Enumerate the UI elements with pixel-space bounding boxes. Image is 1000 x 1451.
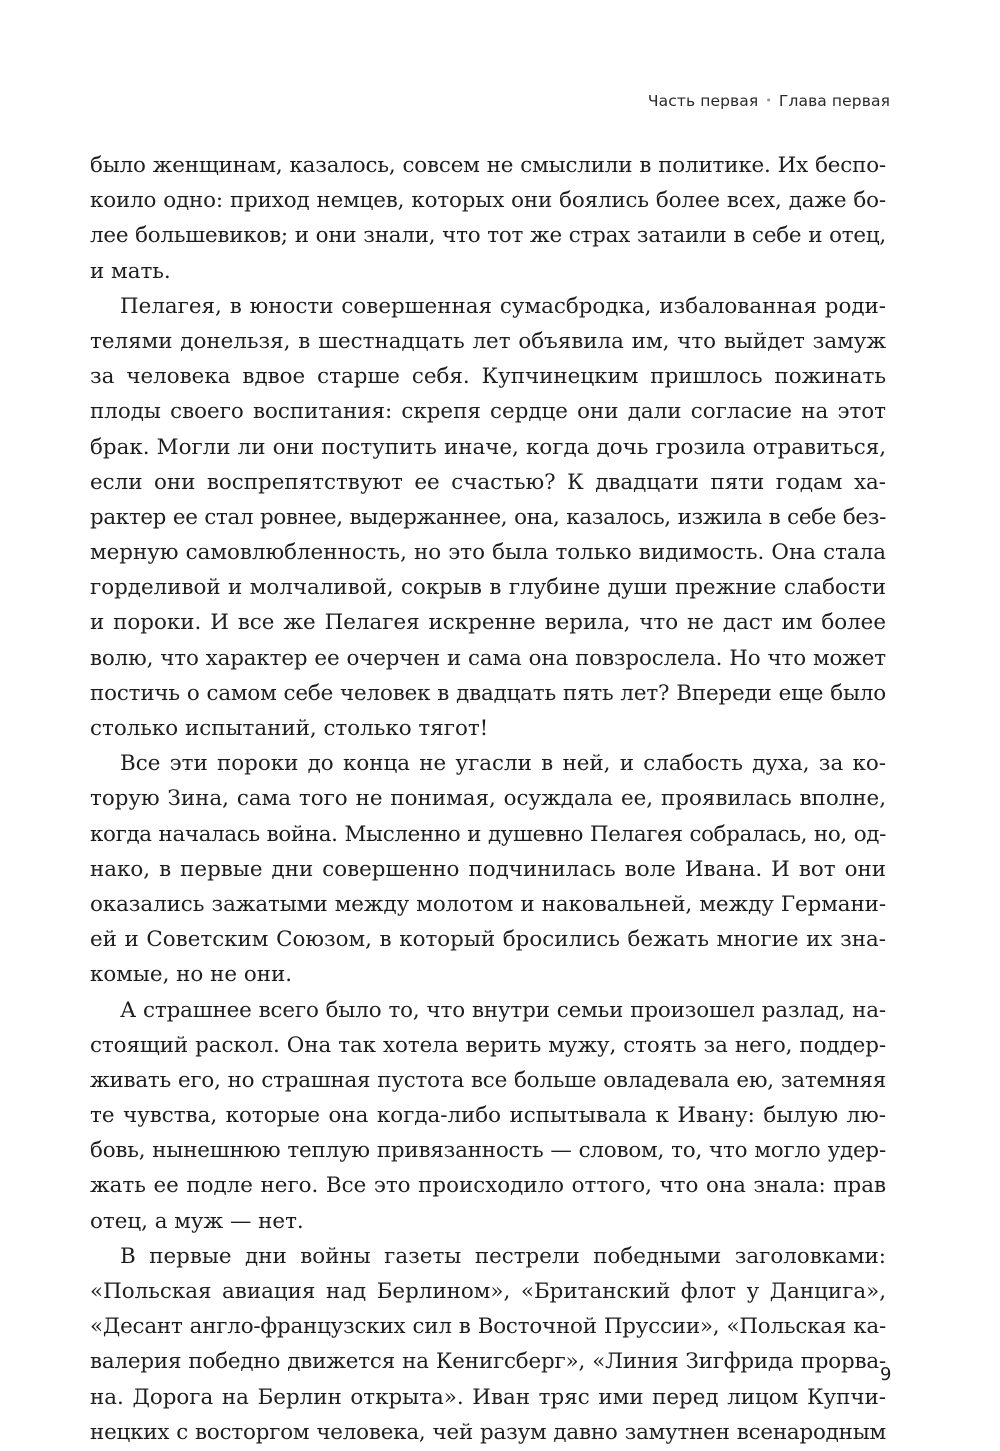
running-head: [648, 92, 890, 110]
text-line: на. Дорога на Берлин открыта». Иван тряс ими перед лицом Купчи-: [90, 1384, 886, 1410]
text-line: Все эти пороки до конца не угасли в ней, и слабость духа, за ко-: [120, 751, 886, 777]
text-line: горделивой и молчаливой, сокрыв в глубине души прежние слабости: [90, 575, 886, 601]
text-line: если они воспрепятствуют ее счастью? К двадцати пяти годам ха-: [90, 469, 886, 495]
text-line: А страшнее всего было то, что внутри семьи произошел разлад, на-: [120, 997, 886, 1023]
text-line: торую Зина, сама того не понимая, осуждала ее, проявилась вполне,: [90, 786, 886, 812]
text-line: рактер ее стал ровнее, выдержаннее, она, казалось, изжила в себе без-: [90, 504, 886, 530]
text-line: и мать.: [90, 258, 171, 284]
text-line: плоды своего воспитания: скрепя сердце они дали согласие на этот: [90, 399, 886, 425]
text-line: нако, в первые дни совершенно подчинилась воле Ивана. И вот они: [90, 856, 886, 882]
text-line: живать его, но страшная пустота все больше овладевала ею, затемняя: [90, 1067, 886, 1093]
text-line: постичь о самом себе человек в двадцать пять лет? Впереди еще было: [90, 680, 886, 706]
text-line: комые, но не они.: [90, 962, 293, 988]
text-line: телями донельзя, в шестнадцать лет объявила им, что выйдет замуж: [90, 328, 886, 354]
running-head-part: Часть первая: [647, 92, 759, 110]
paragraph: [90, 289, 886, 746]
text-line: «Польская авиация над Берлином», «Британский флот у Данцига»,: [90, 1279, 886, 1304]
text-line: за человека вдвое старше себя. Купчинецким пришлось пожинать: [90, 364, 886, 390]
paragraph: [90, 993, 886, 1239]
text-line: и пороки. И все же Пелагея искренне верила, что не даст им более: [90, 610, 886, 636]
text-line: когда началась война. Мысленно и душевно Пелагея собралась, но, од-: [90, 821, 886, 847]
text-line: «Десант англо-французских сил в Восточной Пруссии», «Польская ка-: [90, 1314, 886, 1340]
text-line: ей и Советским Союзом, в который бросились бежать многие их зна-: [90, 927, 886, 953]
text-line: мерную самовлюбленность, но это была только видимость. Она стала: [90, 540, 886, 566]
text-line: жать ее подле него. Все это происходило оттого, что она знала: прав: [90, 1173, 886, 1199]
text-line: оказались зажатыми между молотом и наковальней, между Германи-: [90, 891, 886, 917]
paragraph: [90, 746, 886, 992]
text-line: столько испытаний, столько тягот!: [90, 716, 489, 741]
text-line: коило одно: приход немцев, которых они боялись более всех, даже бо-: [90, 188, 886, 214]
text-line: Пелагея, в юности совершенная сумасбродка, избалованная роди-: [120, 293, 886, 319]
text-line: валерия победно движется на Кенигсберг», «Линия Зигфрида прорва-: [90, 1349, 886, 1375]
text-line: стоящий раскол. Она так хотела верить мужу, стоять за него, поддер-: [90, 1032, 886, 1058]
text-line: В первые дни войны газеты пестрели победными заголовками:: [120, 1243, 886, 1269]
page-number: 9: [880, 1364, 892, 1385]
body-text: [90, 148, 886, 1450]
running-head-separator: •: [765, 94, 772, 107]
text-line: брак. Могли ли они поступить иначе, когда дочь грозила отравиться,: [90, 434, 886, 460]
text-line: было женщинам, казалось, совсем не смыслили в политике. Их беспо-: [90, 153, 886, 178]
text-line: лее большевиков; и они знали, что тот же страх затаили в себе и отец,: [90, 223, 886, 249]
text-line: те чувства, которые она когда-либо испытывала к Ивану: былую лю-: [90, 1103, 886, 1129]
paragraph: [90, 1239, 886, 1450]
running-head-chapter: Глава первая: [778, 92, 890, 110]
text-line: отец, а муж — нет.: [90, 1208, 304, 1234]
text-line: нецких с восторгом человека, чей разум давно замутнен всенародным: [90, 1419, 886, 1445]
text-line: бовь, нынешнюю теплую привязанность — словом, то, что могло удер-: [90, 1138, 886, 1164]
paragraph: [90, 148, 886, 289]
text-line: волю, что характер ее очерчен и сама она повзрослела. Но что может: [90, 645, 886, 671]
